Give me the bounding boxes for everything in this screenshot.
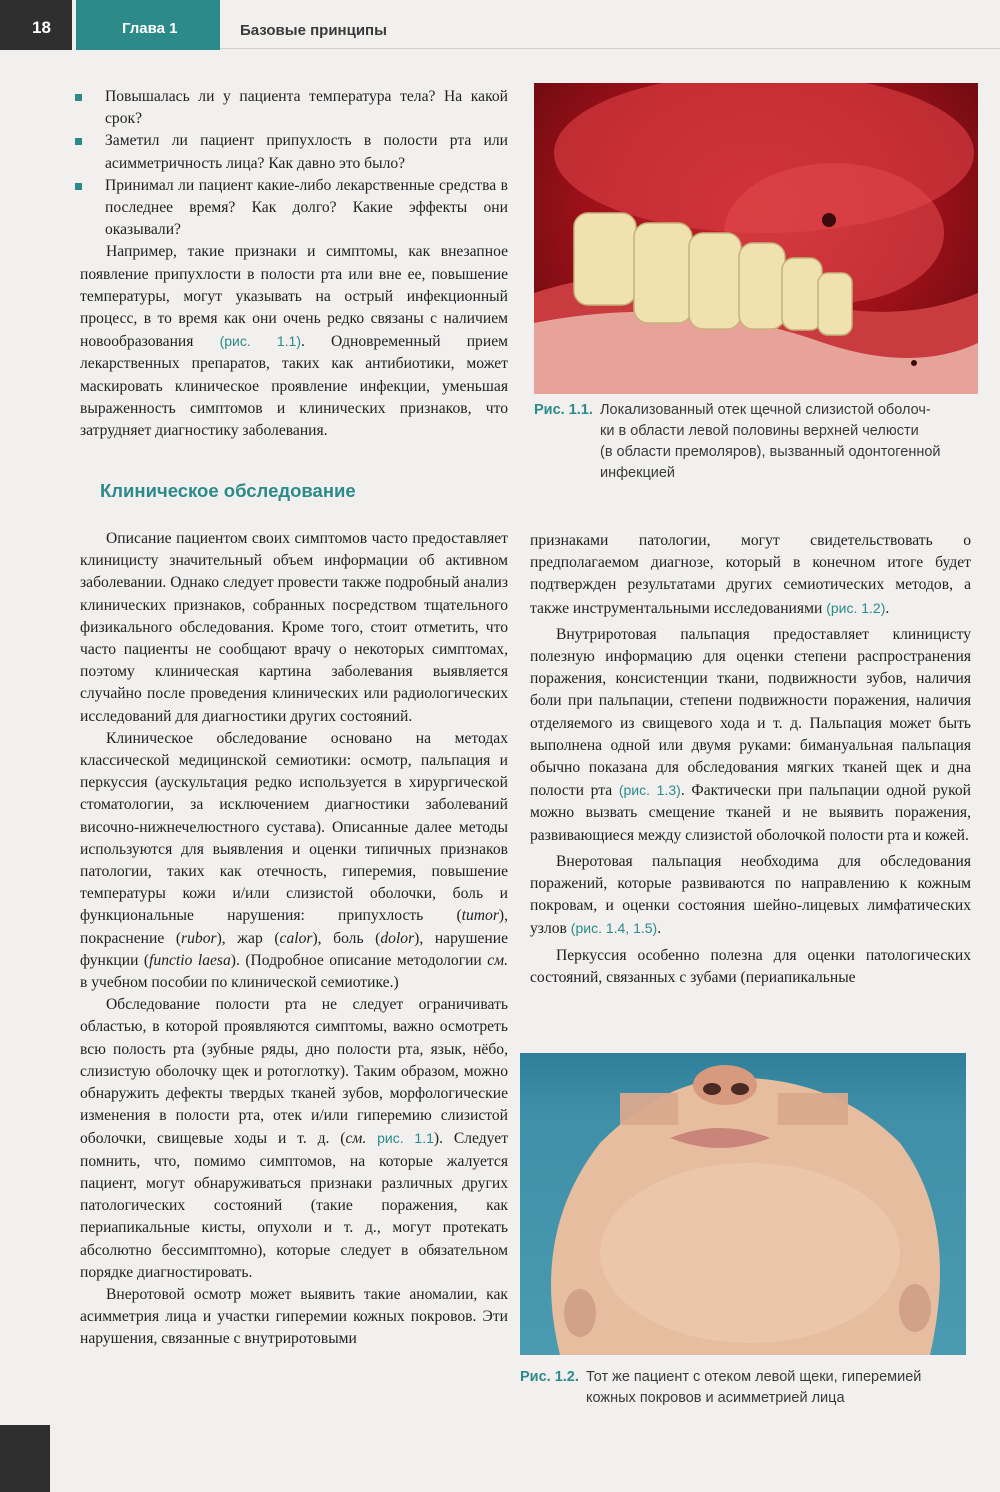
header-divider	[220, 48, 1000, 49]
figure-ref[interactable]: (рис. 1.4, 1.5)	[570, 920, 658, 937]
figure-ref[interactable]: (рис. 1.3)	[618, 782, 681, 799]
figure-label: Рис. 1.1.	[534, 402, 593, 418]
left-column	[80, 528, 508, 1351]
paragraph: Перкуссия особенно полезна для оценки патологических состояний, связанных с зубами (периапикальные	[530, 946, 971, 986]
list-item: Принимал ли пациент какие-либо лекарственные средства в последнее время? Как долго? Какие эффекты они оказывали?	[80, 175, 508, 242]
caption-line: Тот же пациент с отеком левой щеки, гиперемией	[586, 1369, 922, 1385]
figure-oral-photo	[534, 83, 978, 394]
section-heading: Клиническое обследование	[100, 480, 356, 501]
page-edge-marker	[0, 1425, 50, 1492]
right-column	[530, 530, 971, 989]
page-number: 18	[0, 0, 72, 50]
list-item: Заметил ли пациент припухлость в полости рта или асимметричность лица? Как давно это было?	[80, 130, 508, 174]
list-item: Повышалась ли у пациента температура тела? На какой срок?	[80, 86, 508, 130]
paragraph: признаками патологии, могут свидетельствовать о предполагаемом диагнозе, который в конечном итоге будет подтвержден результатами других семиотических методов, а также инструментальными исследованиями (рис. 1.2).	[530, 532, 971, 617]
figure-ref[interactable]: (рис. 1.2)	[826, 599, 886, 616]
paragraph: Внутриротовая пальпация предоставляет клиницисту полезную информацию для оценки степени распространения поражения, консистенции ткани, подвижности зубов, наличия боли при пальпации, степени подвижности поражения, наличия отделяемого из свищевого хода и т. д. Пальпация может быть выполнена одной или двумя руками: бимануальная пальпация обычно показана для обследования мягких тканей щек и дна полости рта (рис. 1.3). Фактически при пальпации одной рукой можно вызвать смещение тканей и не выявить поражения, развивающиеся между слизистой оболочкой полости рта и кожей.	[530, 625, 972, 844]
figure-ref[interactable]: (рис. 1.1)	[219, 333, 302, 350]
paragraph: Клиническое обследование основано на методах классической медицинской семиотики: осмотр, пальпация и перкуссия (аускультация редко используется в хирургической стоматологии, за исключением диагностики заболеваний височно-нижнечелюстного сустава). Описанные далее методы используются для выявления и оценки типичных признаков патологии, таких как отечность, гиперемия, повышение температуры кожи и/или слизистой оболочки, боль и функциональные нарушения: припухлость (tumor), покраснение (rubor), жар (calor), боль (dolor), нарушение функции (functio laesa). (Подробное описание методологии см. в учебном пособии по клинической семиотике.)	[80, 729, 509, 992]
oral-photo-icon	[534, 83, 978, 394]
paragraph: Обследование полости рта не следует ограничивать областью, в которой проявляются симптомы, важно осмотреть всю полость рта (зубные ряды, дно полости рта, язык, нёбо, слизистую оболочку щек и ротоглотку). Таким образом, можно обнаружить дефекты твердых тканей зубов, морфологические изменения в полости рта, отек и/или гиперемию слизистой оболочки, свищевые ходы и т. д. (см. рис. 1.1). Следует помнить, что, помимо симптомов, на которые жалуется пациент, могут обнаруживаться признаки различных других патологических состояний (такие поражения, как периапикальные кисты, опухоли и т. д., могут протекать абсолютно бессимптомно), которые следует в обязательном порядке диагностировать.	[80, 996, 509, 1281]
chapter-label: Глава 1	[76, 0, 220, 50]
paragraph: Внеротовая пальпация необходима для обследования поражений, которые развиваются по направлению к кожным покровам, и оценки состояния шейно-лицевых лимфатических узлов (рис. 1.4, 1.5).	[530, 852, 971, 938]
caption-line: Локализованный отек щечной слизистой оболоч-	[600, 402, 931, 418]
figure-caption	[520, 1367, 966, 1411]
paragraph: Внеротовой осмотр может выявить такие аномалии, как асимметрия лица и участки гиперемии кожных покровов. Эти нарушения, связанные с внутриротовыми	[80, 1285, 508, 1348]
caption-line: (в области премоляров), вызванный одонтогенной	[600, 444, 941, 460]
figure-face-photo	[520, 1053, 966, 1355]
caption-line: ки в области левой половины верхней челюсти	[600, 423, 919, 439]
figure-label: Рис. 1.2.	[520, 1369, 579, 1385]
question-list	[80, 86, 508, 241]
caption-line: кожных покровов и асимметрией лица	[586, 1390, 845, 1406]
paragraph: Например, такие признаки и симптомы, как внезапное появление припухлости в полости рта или вне ее, повышение температуры, могут указывать на острый инфекционный процесс, в то время как они очень редко связаны с наличием новообразования (рис. 1.1). Одновременный прием лекарственных препаратов, таких как антибиотики, может маскировать клиническое проявление инфекции, уменьшая выраженность симптомов и клинических признаков, что затрудняет диагностику заболевания.	[80, 243, 508, 440]
intro-block	[80, 86, 508, 442]
paragraph: Описание пациентом своих симптомов часто предоставляет клиницисту значительный объем информации об активном заболевании. Однако следует провести также подробный анализ клинических признаков, собранных посредством тщательного физикального обследования. Кроме того, стоит отметить, что часто пациенты не сообщают врачу о некоторых симптомах, поэтому клиническая картина заболевания выявляется случайно после проведения клинических или радиологических исследований для диагностики других состояний.	[80, 530, 508, 725]
face-photo-icon	[520, 1053, 966, 1355]
figure-caption	[534, 400, 978, 486]
caption-line: инфекцией	[600, 465, 676, 481]
figure-ref[interactable]: рис. 1.1	[377, 1130, 434, 1147]
running-title: Базовые принципы	[240, 22, 387, 39]
